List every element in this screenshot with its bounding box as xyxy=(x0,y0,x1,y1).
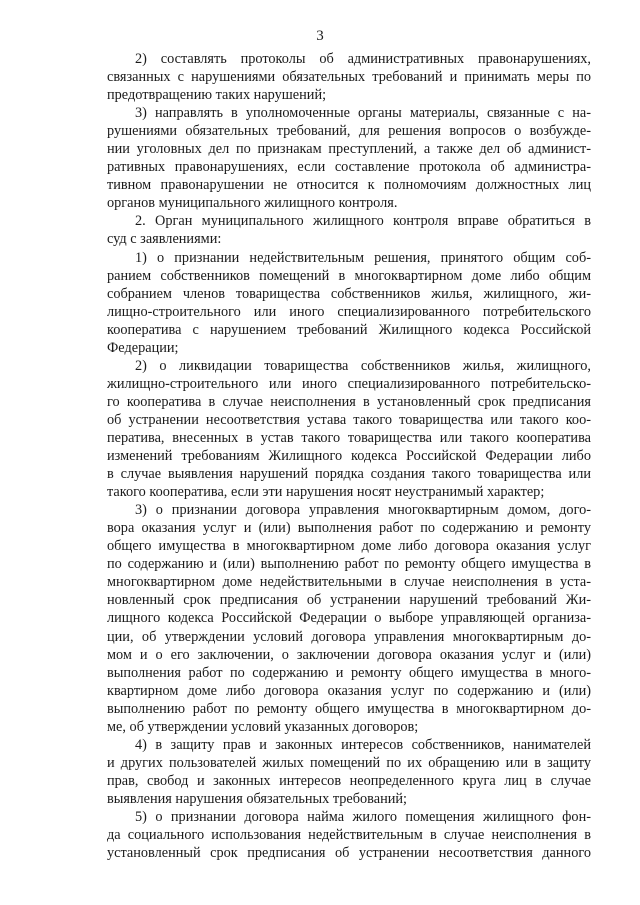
text-line: предотвращению таких нарушений; xyxy=(107,87,327,104)
text-line: многоквартирном доме недействительными в случае неисполнения в уста- xyxy=(107,574,591,591)
text-line: 2. Орган муниципального жилищного контроля вправе обратиться в xyxy=(135,213,591,230)
text-line: лищно-строительного или иного специализированного потребительского xyxy=(107,303,591,320)
text-line: общего имущества в многоквартирном доме либо договора оказания услуг xyxy=(107,538,591,555)
text-line: собранием членов товарищества собственников жилья, жилищного, жи- xyxy=(107,285,591,302)
text-line: 4) в защиту прав и законных интересов собственников, нанимателей xyxy=(135,736,591,753)
text-line: ративных правонарушениях, если составление протокола об администра- xyxy=(107,159,591,176)
text-line: Федерации; xyxy=(107,339,179,356)
text-line: нии уголовных дел по признакам преступлений, а также дел об админист- xyxy=(107,141,591,158)
document-body xyxy=(107,50,591,862)
text-line: 2) о ликвидации товарищества собственников жилья, жилищного, xyxy=(135,357,591,374)
text-line: 1) о признании недействительным решения, принятого общим соб- xyxy=(135,249,591,266)
text-line: жилищно-строительного или иного специализированного потребительско- xyxy=(107,375,591,392)
text-line: по содержанию и (или) выполнению работ по ремонту общего имущества в xyxy=(107,556,591,573)
text-line: выполнению работ по ремонту общего имущества в многоквартирном до- xyxy=(107,700,591,717)
text-line: квартирном доме либо договора оказания услуг по содержанию и (или) xyxy=(107,682,591,699)
text-line: вора оказания услуг и (или) выполнения работ по содержанию и ремонту xyxy=(107,520,591,537)
text-line: кооператива с нарушением требований Жилищного кодекса Российской xyxy=(107,321,591,338)
text-line: выявления нарушения обязательных требований; xyxy=(107,790,408,807)
text-line: тивном правонарушении не относится к полномочиям должностных лиц xyxy=(107,177,591,194)
text-line: ранием собственников помещений в многоквартирном доме либо общим xyxy=(107,267,591,284)
text-line: ме, об утверждении условий указанных договоров; xyxy=(107,718,419,735)
text-line: да социального использования недействительным в случае неисполнения в xyxy=(107,827,591,844)
text-line: 3) направлять в уполномоченные органы материалы, связанные с на- xyxy=(135,105,591,122)
text-line: установленный срок предписания об устранении несоответствия данного xyxy=(107,845,591,862)
text-line: ператива, внесенных в устав такого товарищества или такого кооператива xyxy=(107,429,591,446)
text-line: 5) о признании договора найма жилого помещения жилищного фон- xyxy=(135,808,591,825)
text-line: новленный срок предписания об устранении нарушений требований Жи- xyxy=(107,592,591,609)
text-line: 2) составлять протоколы об административных правонарушениях, xyxy=(135,51,591,67)
text-line: и других пользователей жилых помещений по их обращению или в защиту xyxy=(107,754,591,771)
text-line: выполнения работ по содержанию и ремонту общего имущества в много- xyxy=(107,664,591,681)
text-line: связанных с нарушениями обязательных требований и принимать меры по xyxy=(107,69,591,86)
text-line: в случае выявления нарушений порядка создания такого товарищества или xyxy=(107,466,591,483)
text-line: изменений требованиям Жилищного кодекса Российской Федерации либо xyxy=(107,448,591,465)
page-number: 3 xyxy=(316,28,324,44)
text-line: органов муниципального жилищного контроля. xyxy=(107,195,398,212)
text-line: об устранении несоответствия устава такого товарищества или такого коо- xyxy=(107,411,591,428)
text-line: го кооператива в случае неисполнения в установленный срок предписания xyxy=(107,393,591,410)
text-line: рушениями обязательных требований, для решения вопросов о возбужде- xyxy=(107,123,591,140)
text-line: 3) о признании договора управления многоквартирным домом, дого- xyxy=(135,502,591,519)
text-line: мом и о его заключении, о заключении договора оказания услуг и (или) xyxy=(107,646,591,663)
text-line: прав, свобод и законных интересов неопределенного круга лиц в случае xyxy=(107,772,591,789)
text-line: суд с заявлениями: xyxy=(107,231,222,248)
text-line: ции, об утверждении условий договора управления многоквартирным до- xyxy=(107,628,591,645)
text-line: такого кооператива, если эти нарушения носят неустранимый характер; xyxy=(107,484,545,501)
text-line: лищного кодекса Российской Федерации о выборе управляющей организа- xyxy=(107,610,591,627)
